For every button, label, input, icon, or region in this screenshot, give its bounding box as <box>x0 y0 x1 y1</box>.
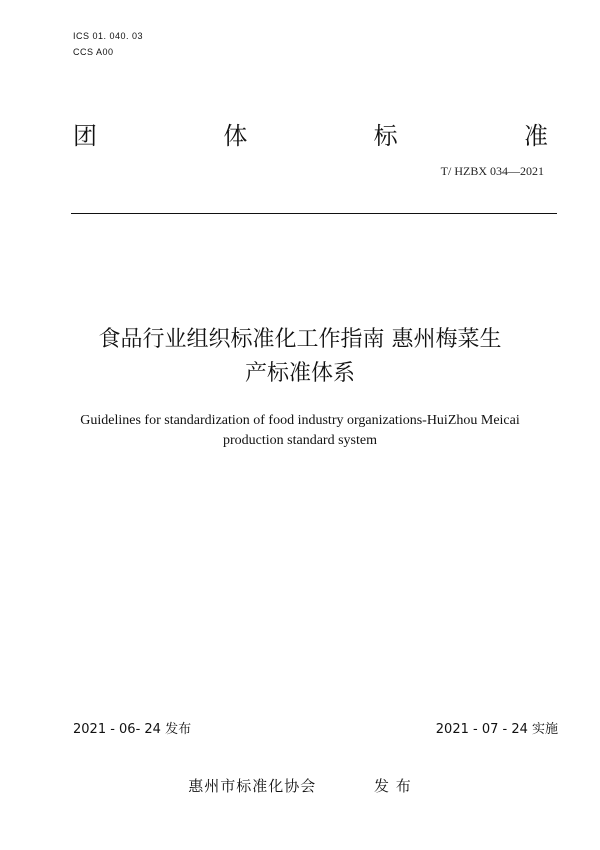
standard-number: T/ HZBX 034—2021 <box>440 164 544 178</box>
publisher <box>0 775 600 796</box>
publish-date: 2021 - 06- 24 发布 <box>73 722 192 737</box>
chinese-title <box>0 323 600 391</box>
english-title-line: Guidelines for standardization of food industry organizations-HuiZhou Meicai <box>80 413 520 428</box>
header-divider <box>71 213 557 214</box>
ccs-code: CCS A00 <box>73 47 114 57</box>
english-title <box>0 411 600 451</box>
chinese-title-line: 食品行业组织标准化工作指南 惠州梅菜生 <box>98 327 502 352</box>
english-title-line: production standard system <box>223 433 377 448</box>
standard-type-char: 团 <box>73 122 97 150</box>
chinese-title-line: 产标准体系 <box>244 361 355 386</box>
standard-type-char: 标 <box>373 122 398 150</box>
implementation-date: 2021 - 07 - 24 实施 <box>435 722 558 737</box>
ics-code: ICS 01. 040. 03 <box>73 31 144 41</box>
standard-type-char: 准 <box>523 122 548 150</box>
publisher-org: 惠州市标准化协会 <box>188 777 317 795</box>
standard-type-char: 体 <box>223 122 248 150</box>
publisher-action: 发 布 <box>374 777 412 795</box>
standard-type-heading <box>73 116 548 151</box>
